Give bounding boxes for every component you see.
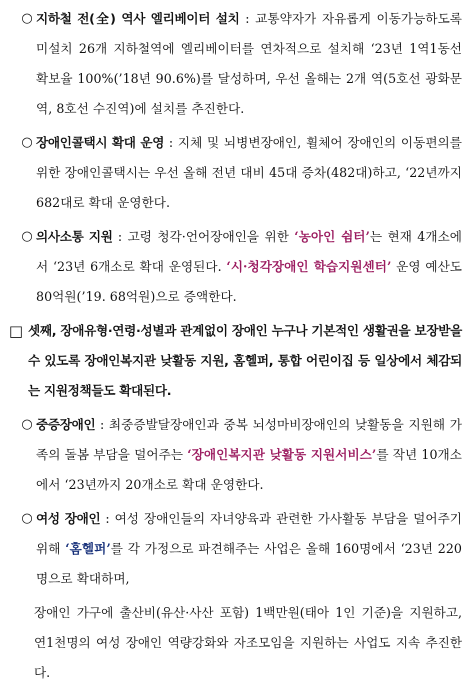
closing-paragraph: 장애인 가구에 출산비(유산·사산 포함) 1백만원(태아 1인 기준)을 지원하고, 연1천명의 여성 장애인 역량강화와 자조모임을 지원하는 사업도 지속 추진한다. (34, 605, 462, 680)
highlight-learning-center: ‘시·청각장애인 학습지원센터’ (226, 259, 392, 274)
item-title: 중증장애인 (36, 417, 96, 432)
item-text: : 지체 및 뇌병변장애인, 휠체어 장애인의 이동편의를 위한 장애인콜택시는 우선 올해 전년 대비 45대 증차(482대)하고, ‘22년까지 682대로 확대 운영한다. (36, 135, 462, 210)
section-third (8, 316, 462, 406)
item-text: : 고령 청각·언어장애인을 위한 (112, 229, 295, 244)
item-body (36, 128, 462, 218)
circle-bullet-icon: ○ (21, 229, 33, 244)
item-text: : 여성 장애인들의 자녀양육과 관련한 가사활동 부담을 덜어주기 위해 (36, 511, 462, 556)
item-body (36, 222, 462, 312)
item-subway-elevator (8, 4, 462, 124)
item-title: 여성 장애인 (36, 511, 101, 526)
highlight-day-activity: ‘장애인복지관 낮활동 지원서비스’ (187, 447, 377, 462)
item-body (36, 410, 462, 500)
item-body (36, 4, 462, 124)
item-text: 는 현재 4개소에서 ‘23년 6개소로 확대 운영된다. (36, 229, 463, 274)
square-bullet-icon: □ (8, 322, 24, 340)
circle-bullet-icon: ○ (21, 511, 33, 526)
item-body (36, 504, 462, 594)
highlight-deaf-shelter: ‘농아인 쉼터’ (294, 229, 370, 244)
section-heading: 셋째, 장애유형·연령·성별과 관계없이 장애인 누구나 기본적인 생활권을 보장받을 수 있도록 장애인복지관 낮활동 지원, 홈헬퍼, 통합 어린이집 등 일상에서 체감되는 지원정책들도 확대된다. (28, 323, 462, 398)
item-disabled-taxi (8, 128, 462, 218)
item-text: 를 작년 10개소에서 ‘23년까지 20개소로 확대 운영한다. (36, 447, 462, 492)
circle-bullet-icon: ○ (21, 11, 33, 26)
highlight-home-helper: ‘홈헬퍼’ (65, 541, 111, 556)
item-text: 운영 예산도 80억원(’19. 68억원)으로 증액한다. (36, 259, 463, 304)
item-text: 를 각 가정으로 파견해주는 사업은 올해 160명에서 ‘23년 220명으로 확대하며, (36, 541, 462, 586)
item-text: : 교통약자가 자유롭게 이동가능하도록 미설치 26개 지하철역에 엘리베이터를 연차적으로 설치해 ‘23년 1역1동선 확보율 100%(’18년 90.6%)를 달성하며, 우선 올해는 2개 역(5호선 광화문역, 8호선 수진역)에 설치를 추진한다. (36, 11, 462, 116)
item-title: 지하철 전(全) 역사 엘리베이터 설치 (36, 11, 240, 26)
item-text: : 최중증발달장애인과 중복 뇌성마비장애인의 낮활동을 지원해 가족의 돌봄 부담을 덜어주는 (36, 417, 462, 462)
circle-bullet-icon: ○ (21, 417, 33, 432)
circle-bullet-icon: ○ (21, 135, 33, 150)
item-women-disabled (8, 504, 462, 594)
item-title: 의사소통 지원 (36, 229, 113, 244)
item-title: 장애인콜택시 확대 운영 (36, 135, 165, 150)
item-communication-support (8, 222, 462, 312)
item-severe-disabled (8, 410, 462, 500)
